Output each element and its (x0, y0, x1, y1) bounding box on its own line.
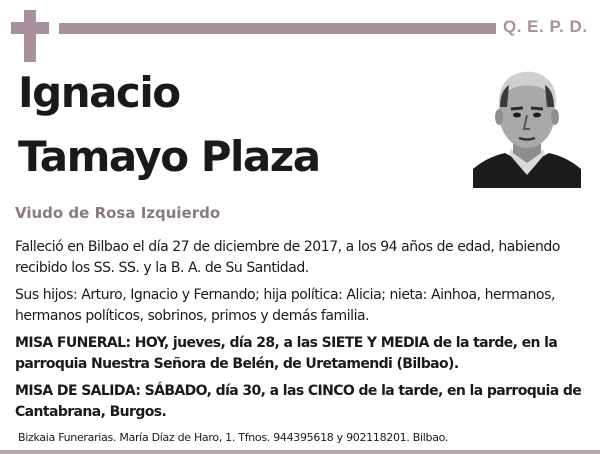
deceased-surnames: Tamayo Plaza (18, 132, 320, 181)
qepd-label: Q. E. P. D. (503, 17, 588, 36)
death-announcement: Falleció en Bilbao el día 27 de diciembre de 2017, a los 94 años de edad, habiendo recibido los SS. SS. y la B. A. de Su Santidad. (15, 239, 560, 276)
deceased-photo (473, 57, 581, 188)
funeral-mass-details: MISA FUNERAL: HOY, jueves, día 28, a las SIETE Y MEDIA de la tarde, en la parroquia Nuestra Señora de Belén, de Uretamendi (Bilbao). (15, 335, 558, 372)
footer-rule (0, 450, 600, 454)
cross-horizontal (11, 22, 49, 34)
header-rule (59, 23, 496, 34)
widow-of-line: Viudo de Rosa Izquierdo (15, 204, 221, 222)
family-list: Sus hijos: Arturo, Ignacio y Fernando; hija política: Alicia; nieta: Ainhoa, hermanos, hermanos políticos, sobrinos, primos y demás familia. (15, 287, 555, 324)
deceased-first-name: Ignacio (18, 68, 180, 117)
cross-vertical (24, 10, 36, 62)
funeral-home-info: Bizkaia Funerarias. María Díaz de Haro, 1. Tfnos. 944395618 y 902118201. Bilbao. (18, 431, 449, 444)
departure-mass-details: MISA DE SALIDA: SÁBADO, día 30, a las CINCO de la tarde, en la parroquia de Cantabrana, Burgos. (15, 383, 582, 420)
